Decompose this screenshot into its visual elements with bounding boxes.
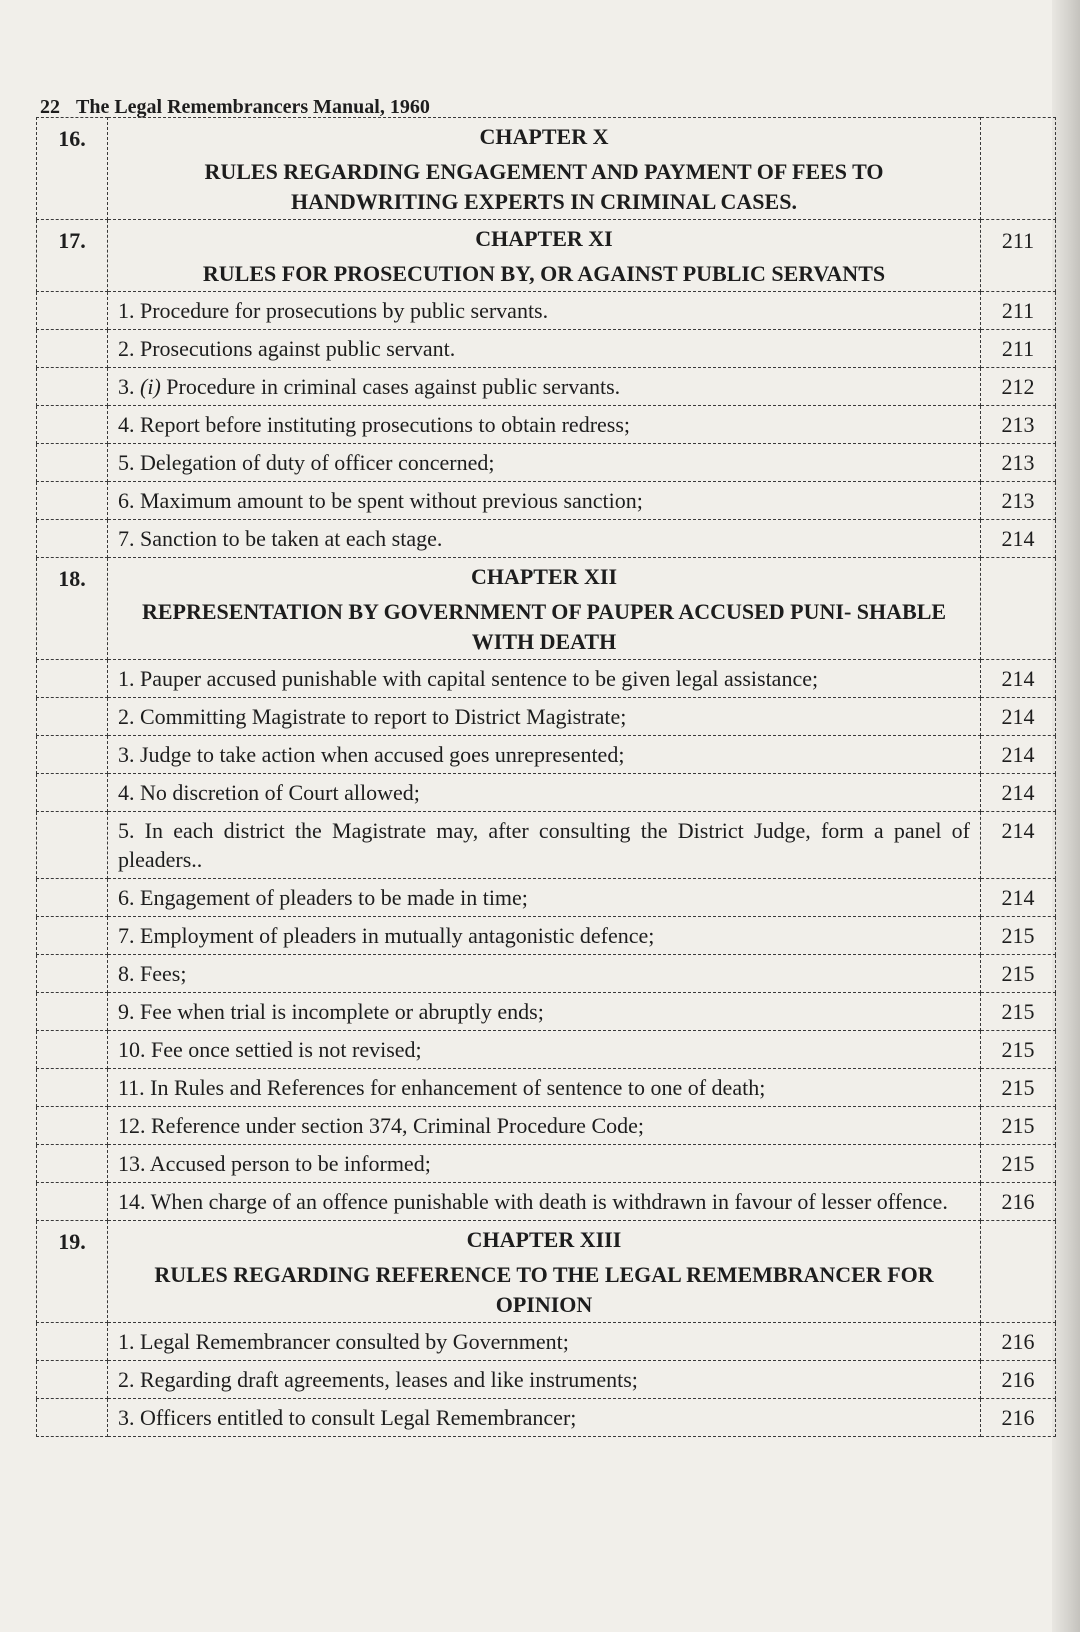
item-row — [37, 330, 1056, 368]
row-number — [37, 917, 108, 955]
item-row — [37, 1361, 1056, 1399]
row-number — [37, 698, 108, 736]
row-number — [37, 406, 108, 444]
chapter-cell — [108, 118, 981, 220]
item-row — [37, 774, 1056, 812]
page-ref: 215 — [981, 1145, 1056, 1183]
item-row — [37, 879, 1056, 917]
rule-entry: 6. Maximum amount to be spent without previous sanction; — [108, 482, 981, 520]
row-number — [37, 955, 108, 993]
page-ref: 214 — [981, 698, 1056, 736]
rule-entry: 13. Accused person to be informed; — [108, 1145, 981, 1183]
item-row — [37, 660, 1056, 698]
item-row — [37, 698, 1056, 736]
item-row — [37, 406, 1056, 444]
rule-entry-text: Procedure in criminal cases against public servants. — [160, 374, 621, 399]
page-ref: 215 — [981, 955, 1056, 993]
rule-entry: 3. Officers entitled to consult Legal Remembrancer; — [108, 1399, 981, 1437]
page-number: 22 — [40, 96, 60, 118]
item-row — [37, 1069, 1056, 1107]
page-ref: 211 — [981, 220, 1056, 292]
page-ref: 216 — [981, 1183, 1056, 1221]
rule-entry: 7. Sanction to be taken at each stage. — [108, 520, 981, 558]
item-row — [37, 292, 1056, 330]
rule-entry — [108, 368, 981, 406]
item-row — [37, 1031, 1056, 1069]
row-number — [37, 993, 108, 1031]
page-ref: 214 — [981, 660, 1056, 698]
rule-entry: 7. Employment of pleaders in mutually antagonistic defence; — [108, 917, 981, 955]
row-number: 18. — [37, 558, 108, 660]
page-ref — [981, 558, 1056, 660]
page-ref: 215 — [981, 1107, 1056, 1145]
chapter-title: CHAPTER XII — [470, 564, 618, 589]
rule-entry: 2. Committing Magistrate to report to District Magistrate; — [108, 698, 981, 736]
row-number — [37, 1031, 108, 1069]
page-ref: 216 — [981, 1361, 1056, 1399]
page-ref: 211 — [981, 292, 1056, 330]
row-number — [37, 774, 108, 812]
page-ref: 213 — [981, 444, 1056, 482]
page-ref: 213 — [981, 482, 1056, 520]
rule-entry: 3. Judge to take action when accused goes unrepresented; — [108, 736, 981, 774]
row-number — [37, 1361, 108, 1399]
running-head — [40, 96, 430, 119]
rule-entry: 1. Pauper accused punishable with capital sentence to be given legal assistance; — [108, 660, 981, 698]
item-row — [37, 1107, 1056, 1145]
page-ref — [981, 1221, 1056, 1323]
item-row — [37, 368, 1056, 406]
row-number — [37, 812, 108, 879]
row-number — [37, 520, 108, 558]
chapter-cell — [108, 220, 981, 292]
page-ref: 214 — [981, 879, 1056, 917]
chapter-row — [37, 220, 1056, 292]
rule-entry: 1. Legal Remembrancer consulted by Government; — [108, 1323, 981, 1361]
page-edge — [1052, 0, 1080, 1632]
page-ref: 214 — [981, 812, 1056, 879]
rule-entry-subclause: (i) — [140, 374, 161, 399]
page-ref: 214 — [981, 774, 1056, 812]
rule-entry: 2. Regarding draft agreements, leases and like instruments; — [108, 1361, 981, 1399]
rule-entry: 4. Report before instituting prosecutions to obtain redress; — [108, 406, 981, 444]
row-number — [37, 1399, 108, 1437]
page-ref: 214 — [981, 736, 1056, 774]
chapter-cell — [108, 1221, 981, 1323]
rule-entry: 5. Delegation of duty of officer concerned; — [108, 444, 981, 482]
row-number — [37, 1183, 108, 1221]
page-ref: 214 — [981, 520, 1056, 558]
row-number — [37, 482, 108, 520]
chapter-title: CHAPTER XIII — [466, 1227, 622, 1252]
row-number: 19. — [37, 1221, 108, 1323]
chapter-row — [37, 118, 1056, 220]
rule-entry: 1. Procedure for prosecutions by public servants. — [108, 292, 981, 330]
rule-entry: 2. Prosecutions against public servant. — [108, 330, 981, 368]
item-row — [37, 1145, 1056, 1183]
chapter-row — [37, 1221, 1056, 1323]
rule-entry-prefix: 3. — [118, 374, 140, 399]
item-row — [37, 812, 1056, 879]
row-number — [37, 368, 108, 406]
chapter-row — [37, 558, 1056, 660]
item-row — [37, 955, 1056, 993]
row-number — [37, 1323, 108, 1361]
page-ref: 215 — [981, 1069, 1056, 1107]
row-number — [37, 1107, 108, 1145]
page-ref: 213 — [981, 406, 1056, 444]
rule-entry: 5. In each district the Magistrate may, after consulting the District Judge, form a panel of pleaders.. — [108, 812, 981, 879]
item-row — [37, 1323, 1056, 1361]
chapter-heading: REPRESENTATION BY GOVERNMENT OF PAUPER ACCUSED PUNI- SHABLE WITH DEATH — [141, 599, 947, 654]
item-row — [37, 736, 1056, 774]
item-row — [37, 482, 1056, 520]
book-title: The Legal Remembrancers Manual, 1960 — [76, 96, 430, 118]
page-ref: 212 — [981, 368, 1056, 406]
chapter-heading: RULES REGARDING ENGAGEMENT AND PAYMENT OF FEES TO HANDWRITING EXPERTS IN CRIMINAL CASES. — [204, 159, 884, 214]
chapter-heading: RULES FOR PROSECUTION BY, OR AGAINST PUBLIC SERVANTS — [202, 261, 886, 286]
page-ref: 216 — [981, 1399, 1056, 1437]
row-number — [37, 444, 108, 482]
chapter-heading: RULES REGARDING REFERENCE TO THE LEGAL REMEMBRANCER FOR OPINION — [154, 1262, 934, 1317]
rule-entry: 14. When charge of an offence punishable with death is withdrawn in favour of lesser offence. — [108, 1183, 981, 1221]
rule-entry: 9. Fee when trial is incomplete or abruptly ends; — [108, 993, 981, 1031]
row-number — [37, 1069, 108, 1107]
rule-entry: 6. Engagement of pleaders to be made in time; — [108, 879, 981, 917]
page-ref: 216 — [981, 1323, 1056, 1361]
page-ref: 215 — [981, 993, 1056, 1031]
row-number — [37, 879, 108, 917]
rule-entry: 8. Fees; — [108, 955, 981, 993]
rule-entry: 12. Reference under section 374, Criminal Procedure Code; — [108, 1107, 981, 1145]
chapter-title: CHAPTER X — [479, 124, 609, 149]
row-number — [37, 330, 108, 368]
row-number — [37, 1145, 108, 1183]
chapter-title: CHAPTER XI — [475, 226, 613, 251]
item-row — [37, 917, 1056, 955]
page-ref: 211 — [981, 330, 1056, 368]
item-row — [37, 993, 1056, 1031]
row-number: 17. — [37, 220, 108, 292]
item-row — [37, 444, 1056, 482]
row-number — [37, 736, 108, 774]
page-ref — [981, 118, 1056, 220]
page-ref: 215 — [981, 1031, 1056, 1069]
item-row — [37, 1183, 1056, 1221]
rule-entry: 10. Fee once settied is not revised; — [108, 1031, 981, 1069]
row-number — [37, 292, 108, 330]
row-number: 16. — [37, 118, 108, 220]
row-number — [37, 660, 108, 698]
contents-table — [36, 117, 1056, 1437]
page-ref: 215 — [981, 917, 1056, 955]
item-row — [37, 1399, 1056, 1437]
rule-entry: 4. No discretion of Court allowed; — [108, 774, 981, 812]
item-row — [37, 520, 1056, 558]
rule-entry: 11. In Rules and References for enhancement of sentence to one of death; — [108, 1069, 981, 1107]
chapter-cell — [108, 558, 981, 660]
